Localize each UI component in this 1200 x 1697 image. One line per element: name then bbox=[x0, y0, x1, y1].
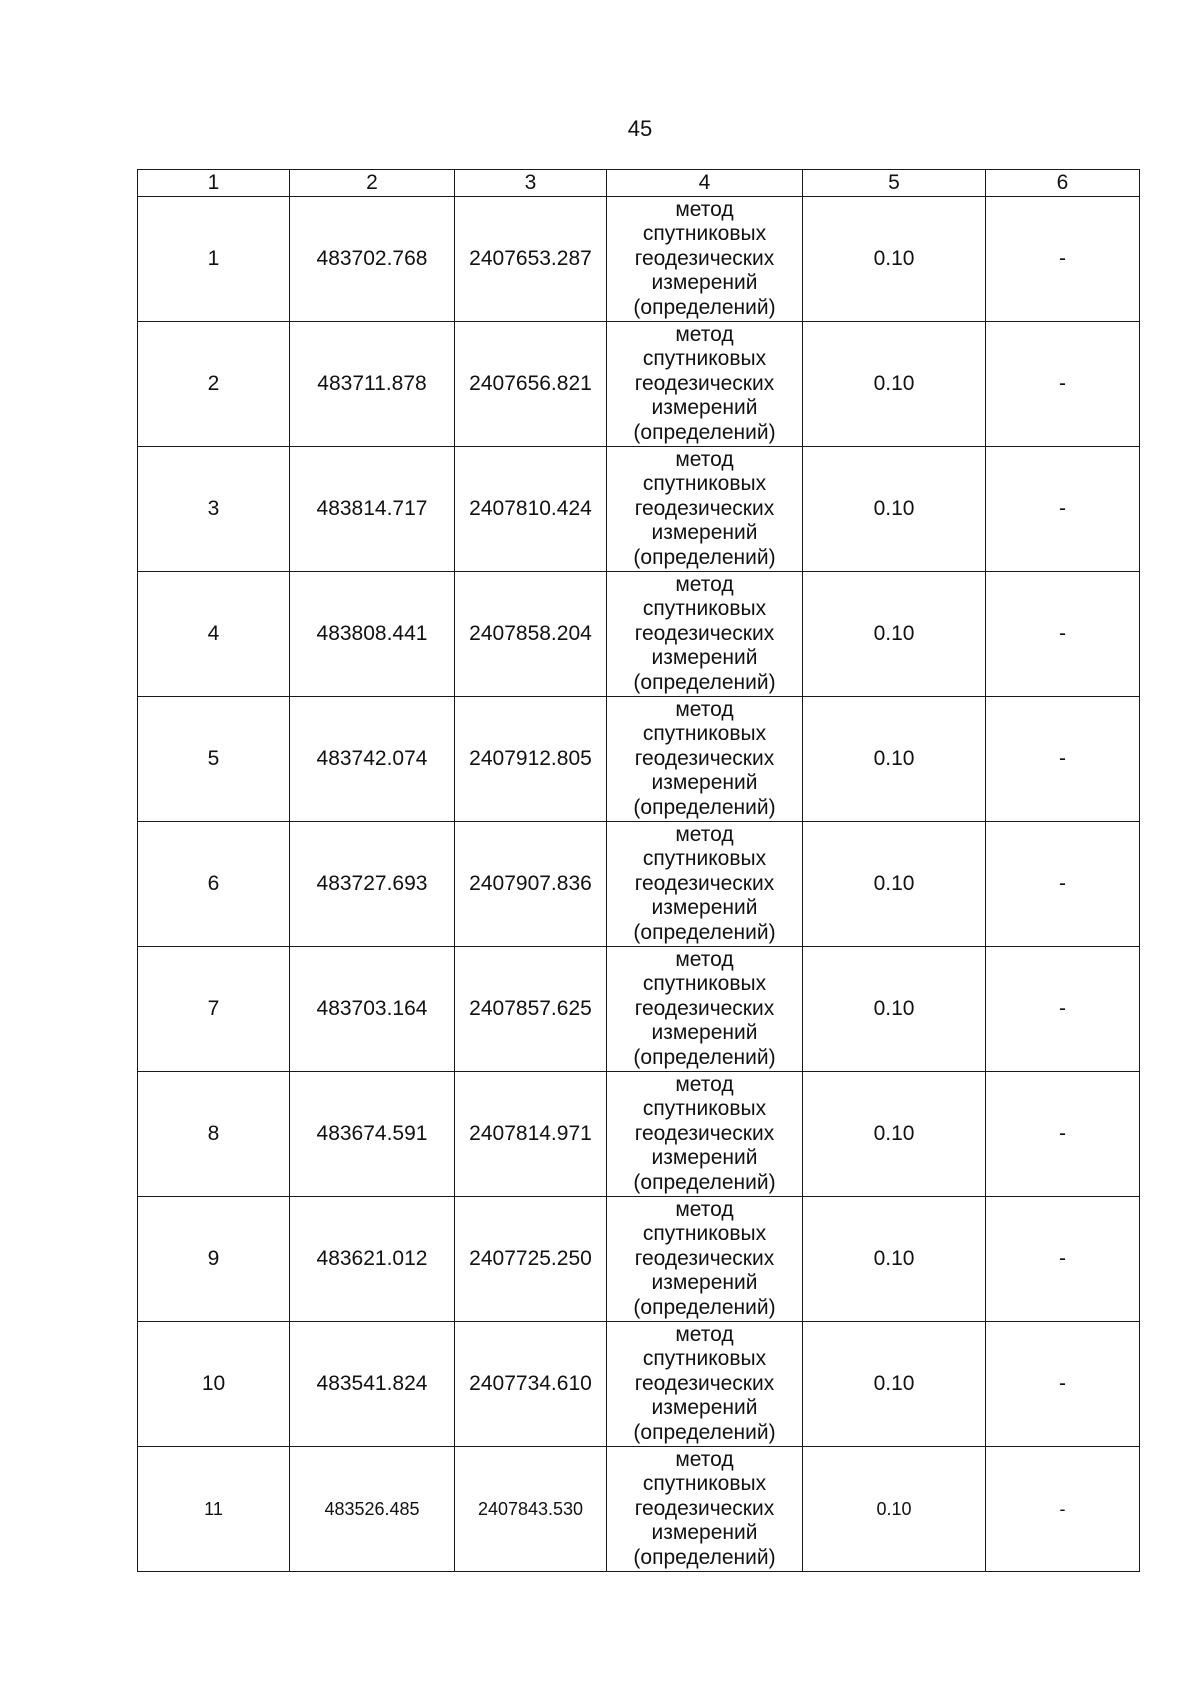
x-coordinate-cell: 483541.824 bbox=[290, 1322, 455, 1447]
point-number-cell: 8 bbox=[138, 1072, 290, 1197]
x-coordinate-cell: 483814.717 bbox=[290, 447, 455, 572]
method-line: геодезических bbox=[634, 371, 775, 395]
method-line: геодезических bbox=[634, 1246, 775, 1270]
point-number-cell: 3 bbox=[138, 447, 290, 572]
x-coordinate-cell: 483674.591 bbox=[290, 1072, 455, 1197]
note-cell: - bbox=[986, 822, 1140, 947]
method-line: спутниковых bbox=[642, 722, 767, 746]
method-line: (определений) bbox=[633, 545, 776, 569]
method-line: спутниковых bbox=[642, 1222, 767, 1246]
x-coordinate-cell: 483621.012 bbox=[290, 1197, 455, 1322]
y-coordinate-cell: 2407810.424 bbox=[455, 447, 607, 572]
note-cell: - bbox=[986, 197, 1140, 322]
method-line: геодезических bbox=[634, 746, 775, 770]
method-line: метод bbox=[675, 1072, 734, 1096]
method-line: геодезических bbox=[634, 496, 775, 520]
point-number-cell: 11 bbox=[138, 1447, 290, 1572]
method-line: метод bbox=[675, 697, 734, 721]
accuracy-cell: 0.10 bbox=[803, 947, 986, 1072]
point-number-cell: 9 bbox=[138, 1197, 290, 1322]
method-line: метод bbox=[675, 947, 734, 971]
table-row bbox=[138, 197, 1140, 322]
accuracy-cell: 0.10 bbox=[803, 1072, 986, 1197]
coordinates-table bbox=[137, 169, 1140, 1572]
note-cell: - bbox=[986, 447, 1140, 572]
method-cell bbox=[607, 197, 803, 322]
accuracy-cell: 0.10 bbox=[803, 197, 986, 322]
y-coordinate-cell: 2407858.204 bbox=[455, 572, 607, 697]
column-header-3: 3 bbox=[455, 170, 607, 197]
method-line: измерений bbox=[651, 396, 758, 420]
point-number-cell: 7 bbox=[138, 947, 290, 1072]
method-line: метод bbox=[675, 822, 734, 846]
method-line: метод bbox=[675, 197, 734, 221]
method-line: геодезических bbox=[634, 246, 775, 270]
y-coordinate-cell: 2407725.250 bbox=[455, 1197, 607, 1322]
point-number-cell: 1 bbox=[138, 197, 290, 322]
method-line: (определений) bbox=[633, 795, 776, 819]
note-cell: - bbox=[986, 322, 1140, 447]
method-line: метод bbox=[675, 572, 734, 596]
method-line: (определений) bbox=[633, 1545, 776, 1569]
method-line: (определений) bbox=[633, 420, 776, 444]
table-row bbox=[138, 697, 1140, 822]
y-coordinate-cell: 2407814.971 bbox=[455, 1072, 607, 1197]
accuracy-cell: 0.10 bbox=[803, 447, 986, 572]
method-line: спутниковых bbox=[642, 1347, 767, 1371]
method-cell bbox=[607, 822, 803, 947]
method-line: измерений bbox=[651, 1521, 758, 1545]
method-line: (определений) bbox=[633, 295, 776, 319]
method-cell bbox=[607, 1197, 803, 1322]
method-line: (определений) bbox=[633, 1295, 776, 1319]
method-cell bbox=[607, 947, 803, 1072]
method-cell bbox=[607, 1322, 803, 1447]
note-cell: - bbox=[986, 947, 1140, 1072]
method-line: спутниковых bbox=[642, 1472, 767, 1496]
table-row bbox=[138, 947, 1140, 1072]
table-row bbox=[138, 1322, 1140, 1447]
note-cell: - bbox=[986, 1447, 1140, 1572]
note-cell: - bbox=[986, 1322, 1140, 1447]
method-line: измерений bbox=[651, 1396, 758, 1420]
column-header-5: 5 bbox=[803, 170, 986, 197]
point-number-cell: 5 bbox=[138, 697, 290, 822]
method-line: измерений bbox=[651, 771, 758, 795]
note-cell: - bbox=[986, 572, 1140, 697]
method-line: (определений) bbox=[633, 1420, 776, 1444]
accuracy-cell: 0.10 bbox=[803, 1447, 986, 1572]
method-line: спутниковых bbox=[642, 972, 767, 996]
x-coordinate-cell: 483742.074 bbox=[290, 697, 455, 822]
method-line: спутниковых bbox=[642, 347, 767, 371]
y-coordinate-cell: 2407843.530 bbox=[455, 1447, 607, 1572]
y-coordinate-cell: 2407734.610 bbox=[455, 1322, 607, 1447]
y-coordinate-cell: 2407857.625 bbox=[455, 947, 607, 1072]
method-line: спутниковых bbox=[642, 222, 767, 246]
point-number-cell: 2 bbox=[138, 322, 290, 447]
method-line: спутниковых bbox=[642, 1097, 767, 1121]
table-row bbox=[138, 822, 1140, 947]
column-header-2: 2 bbox=[290, 170, 455, 197]
x-coordinate-cell: 483703.164 bbox=[290, 947, 455, 1072]
method-line: метод bbox=[675, 1322, 734, 1346]
y-coordinate-cell: 2407656.821 bbox=[455, 322, 607, 447]
point-number-cell: 10 bbox=[138, 1322, 290, 1447]
table-row bbox=[138, 572, 1140, 697]
method-cell bbox=[607, 447, 803, 572]
accuracy-cell: 0.10 bbox=[803, 1322, 986, 1447]
x-coordinate-cell: 483727.693 bbox=[290, 822, 455, 947]
accuracy-cell: 0.10 bbox=[803, 1197, 986, 1322]
method-line: метод bbox=[675, 447, 734, 471]
method-line: измерений bbox=[651, 646, 758, 670]
method-line: геодезических bbox=[634, 996, 775, 1020]
method-line: (определений) bbox=[633, 920, 776, 944]
method-line: измерений bbox=[651, 271, 758, 295]
method-line: геодезических bbox=[634, 871, 775, 895]
page-number: 45 bbox=[627, 116, 653, 141]
accuracy-cell: 0.10 bbox=[803, 322, 986, 447]
method-line: измерений bbox=[651, 1146, 758, 1170]
y-coordinate-cell: 2407653.287 bbox=[455, 197, 607, 322]
note-cell: - bbox=[986, 1197, 1140, 1322]
method-cell bbox=[607, 322, 803, 447]
x-coordinate-cell: 483808.441 bbox=[290, 572, 455, 697]
method-line: метод bbox=[675, 1197, 734, 1221]
point-number-cell: 6 bbox=[138, 822, 290, 947]
table-body bbox=[138, 197, 1140, 1572]
accuracy-cell: 0.10 bbox=[803, 697, 986, 822]
method-line: геодезических bbox=[634, 1121, 775, 1145]
method-cell bbox=[607, 1072, 803, 1197]
method-line: метод bbox=[675, 1447, 734, 1471]
method-cell bbox=[607, 1447, 803, 1572]
method-line: спутниковых bbox=[642, 472, 767, 496]
method-cell bbox=[607, 572, 803, 697]
x-coordinate-cell: 483711.878 bbox=[290, 322, 455, 447]
method-line: (определений) bbox=[633, 670, 776, 694]
method-line: (определений) bbox=[633, 1045, 776, 1069]
method-line: измерений bbox=[651, 521, 758, 545]
method-line: измерений bbox=[651, 896, 758, 920]
point-number-cell: 4 bbox=[138, 572, 290, 697]
method-line: спутниковых bbox=[642, 597, 767, 621]
table-row bbox=[138, 1197, 1140, 1322]
method-line: метод bbox=[675, 322, 734, 346]
table-row bbox=[138, 322, 1140, 447]
y-coordinate-cell: 2407907.836 bbox=[455, 822, 607, 947]
y-coordinate-cell: 2407912.805 bbox=[455, 697, 607, 822]
accuracy-cell: 0.10 bbox=[803, 822, 986, 947]
method-line: (определений) bbox=[633, 1170, 776, 1194]
method-line: спутниковых bbox=[642, 847, 767, 871]
method-line: измерений bbox=[651, 1021, 758, 1045]
method-line: измерений bbox=[651, 1271, 758, 1295]
x-coordinate-cell: 483702.768 bbox=[290, 197, 455, 322]
note-cell: - bbox=[986, 697, 1140, 822]
x-coordinate-cell: 483526.485 bbox=[290, 1447, 455, 1572]
header-row bbox=[138, 170, 1140, 197]
method-cell bbox=[607, 697, 803, 822]
note-cell: - bbox=[986, 1072, 1140, 1197]
column-header-1: 1 bbox=[138, 170, 290, 197]
table-row bbox=[138, 447, 1140, 572]
method-line: геодезических bbox=[634, 1371, 775, 1395]
column-header-4: 4 bbox=[607, 170, 803, 197]
column-header-6: 6 bbox=[986, 170, 1140, 197]
method-line: геодезических bbox=[634, 1496, 775, 1520]
table-row bbox=[138, 1447, 1140, 1572]
table-row bbox=[138, 1072, 1140, 1197]
method-line: геодезических bbox=[634, 621, 775, 645]
accuracy-cell: 0.10 bbox=[803, 572, 986, 697]
